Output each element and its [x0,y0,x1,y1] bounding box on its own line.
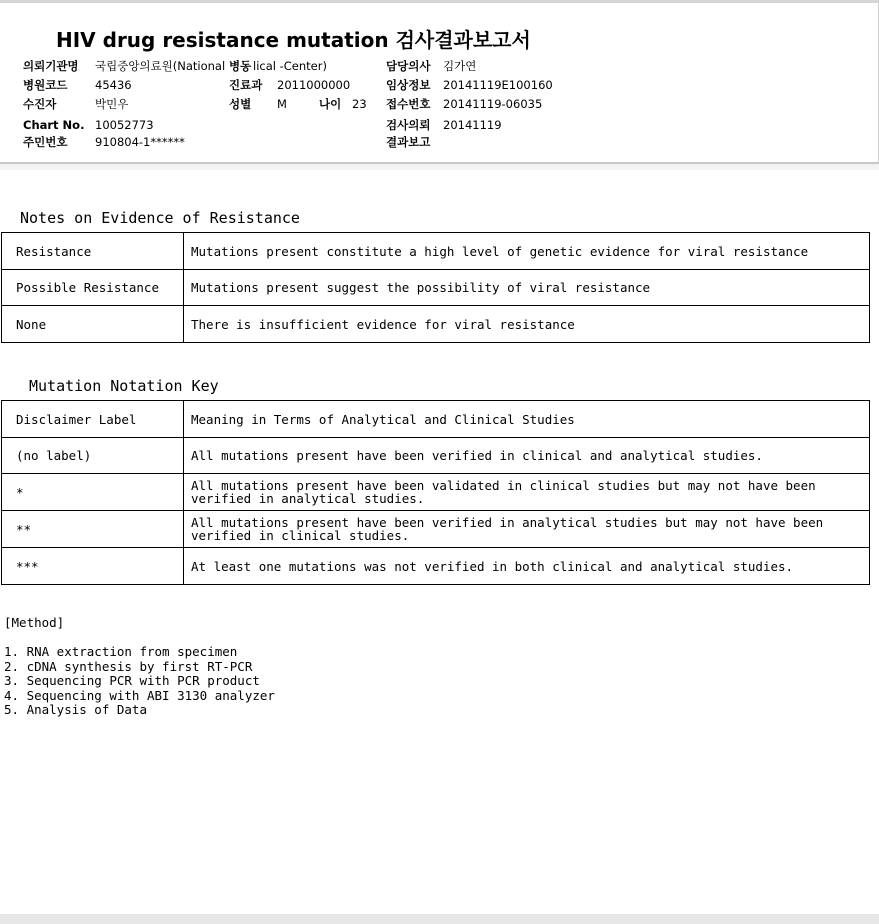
sex-label: 성별 [229,97,252,111]
clinical-info-value: 20141119E100160 [443,78,553,92]
notation-meaning-cell: At least one mutations was not verified in both clinical and analytical studies. [184,548,870,585]
receipt-no-label: 접수번호 [386,97,431,111]
table-row [2,511,870,548]
notation-meaning-cell: All mutations present have been verified in analytical studies but may not have been verified in clinical studies. [184,511,870,548]
evidence-section-title: Notes on Evidence of Resistance [20,209,300,227]
table-row [2,306,870,343]
table-header-row [2,401,870,438]
method-step: 4. Sequencing with ABI 3130 analyzer [4,687,275,703]
hospital-code-label: 병원코드 [23,78,68,92]
notation-meaning-cell: All mutations present have been verified in clinical and analytical studies. [184,438,870,474]
report-title: HIV drug resistance mutation 검사결과보고서 [56,28,531,52]
chart-no-value: 10052773 [95,118,154,132]
method-title: [Method] [4,615,65,630]
notation-label-cell: ** [2,511,184,548]
evidence-table [1,232,870,343]
doctor-label: 담당의사 [386,59,431,73]
evidence-label-cell: Possible Resistance [2,270,184,306]
request-date-value: 20141119 [443,118,502,132]
doctor-value: 김가연 [443,59,477,73]
header-shadow [0,164,879,170]
notation-label-cell: *** [2,548,184,585]
table-row [2,233,870,270]
notation-label-cell: * [2,474,184,511]
notation-table [1,400,870,585]
evidence-meaning-cell: Mutations present suggest the possibility of viral resistance [184,270,870,306]
hospital-code-value: 45436 [95,78,132,92]
institution-label: 의뢰기관명 [23,59,79,73]
notation-meaning-cell: All mutations present have been validated in clinical studies but may not have been verified in analytical studies. [184,474,870,511]
evidence-meaning-cell: Mutations present constitute a high level of genetic evidence for viral resistance [184,233,870,270]
table-row [2,474,870,511]
receipt-no-value: 20141119-06035 [443,97,543,111]
institution-value: 국립중앙의료원(National [95,59,226,73]
bottom-border [0,914,879,924]
method-step: 2. cDNA synthesis by first RT-PCR [4,658,253,674]
clinic-label: 진료과 [229,78,263,92]
evidence-label-cell: Resistance [2,233,184,270]
table-row [2,548,870,585]
method-step: 3. Sequencing PCR with PCR product [4,673,260,689]
header-meaning-cell: Meaning in Terms of Analytical and Clinical Studies [184,401,870,438]
collector-label: 수진자 [23,97,57,111]
evidence-label-cell: None [2,306,184,343]
header-label-cell: Disclaimer Label [2,401,184,438]
method-step: 1. RNA extraction from specimen [4,644,238,659]
sex-value: M [277,97,287,111]
table-row [2,270,870,306]
dept-value: lical -Center) [253,59,327,73]
age-label: 나이 [319,97,342,111]
evidence-meaning-cell: There is insufficient evidence for viral resistance [184,306,870,343]
collector-value: 박민우 [95,97,129,111]
clinical-info-label: 임상정보 [386,78,431,92]
notation-section-title: Mutation Notation Key [29,377,219,395]
rrn-label: 주민번호 [23,135,68,149]
dept-label: 병동 [229,59,252,73]
notation-label-cell: (no label) [2,438,184,474]
request-date-label: 검사의뢰 [386,118,431,132]
clinic-value: 2011000000 [277,78,351,92]
chart-no-label: Chart No. [23,118,85,132]
result-report-label: 결과보고 [386,135,431,149]
rrn-value: 910804-1****** [95,135,185,149]
method-step: 5. Analysis of Data [4,702,147,718]
table-row [2,438,870,474]
age-value: 23 [352,97,367,111]
report-header [0,3,879,163]
